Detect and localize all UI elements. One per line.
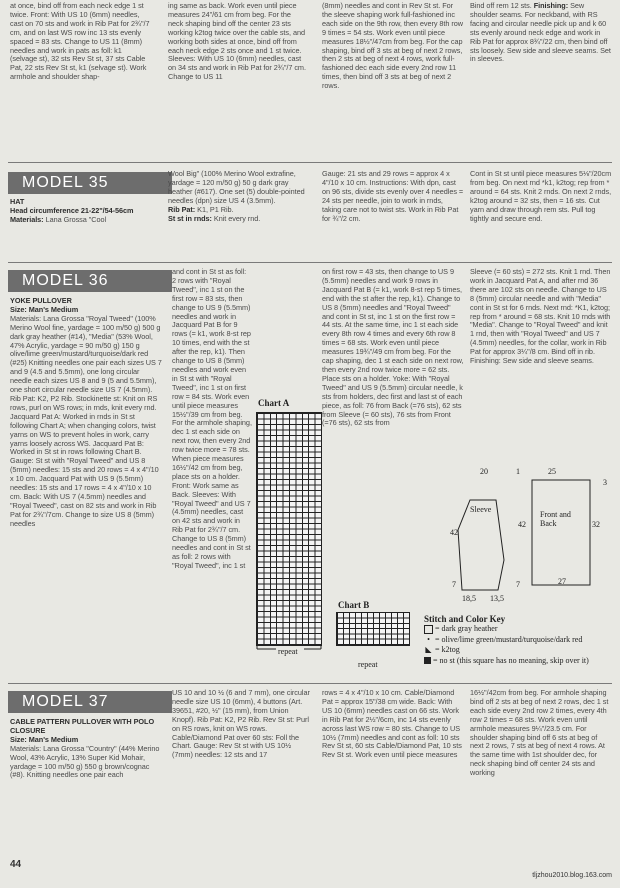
model-36-title: YOKE PULLOVER <box>10 296 72 305</box>
schematic-dim: 13,5 <box>490 594 504 603</box>
filled-square-icon <box>424 657 431 664</box>
model-37-column-2 <box>172 689 312 760</box>
text-block: Materials: Lana Grossa "Royal Tweed" (100% Merino Wool fine, yardage = 100 m/50 g) 500 g dark gray heather (#14), "Media" (53% Wool, 47% Acrylic, yardage = 90 m/50 g) 150 g olive/lime green/mustard/turquoise/dark red (#25) Knitting needles one pair each sizes US 7 and 9 (4.5 and 5.5mm), one long circular needle each sizes US 8 and 9 (5 and 5.5mm), one short circular needle size US 7 (4.5mm). Rib Pat: K2, P2 Rib. Stockinette st: Knit on RS rows, purl on WS rows; in rnds, knit every rnd. Jacquard Pat A: Worked in rnds in St st following Chart A; when changing colors, twist yarns on WS to prevent holes in work, carry yarns loosely across WS. Jacquard Pat B: Worked in St st in rows following Chart B. Gauge: St st with "Royal Tweed" and US 8 (5mm) needles: 15 sts and 20 rows = 4 x 4"/10 x 10 cm. Jacquard Pat with US 9 (5.5mm) needles: 15 sts and 17 rows = 4 x 4"/10 x 10 cm. Back: With US 7 (4.5mm) needles and "Royal Tweed", cast on 82 sts and work in Rib Pat for 2¾"/7cm. Change to size US 8 (5mm) needles <box>10 313 162 528</box>
model-37-title: CABLE PATTERN PULLOVER WITH POLO CLOSURE <box>10 717 155 735</box>
model-35-header <box>10 198 160 225</box>
top-column-3 <box>322 2 464 91</box>
top-column-2 <box>168 2 308 82</box>
text-block: on first row = 43 sts, then change to US 9 (5.5mm) needles and work 9 rows in Jacquard Pat B (= k1, work 8-st rep 5 times, end with the st after the rep, k1). Change to US 8 (5mm) needles and "Royal Tweed" and cont in St st, inc 1 st on the first row = 44 sts. At the same time, inc 1 st each side every 8th row 4 times and every 6th row 8 times = 68 sts. Work even until piece measures 19¾"/49 cm from beg. For the cap shaping, dec 1 st each side on next row, then every 2nd row twice more = 62 sts. Place sts on a holder. Yoke: With "Royal Tweed" and US 9 (5.5mm) circular needle, k sts from holders, dec first and last st of each piece, as foll: 76 from Back (=76 sts), 62 sts from Sleeve (= 60 sts), 76 sts from Front (=76 sts), 62 sts from <box>322 267 464 428</box>
schematic-dim: 25 <box>548 467 556 476</box>
rib-label: Rib Pat: <box>168 204 196 214</box>
text-block: (8mm) needles and cont in Rev St st. For the sleeve shaping work full-fashioned inc each side on the 9th row, then every 8th row 9 times = 54 sts. Work even until piece measures 18½"/47cm from beg. For the cap shaping, bind off 3 sts at beg of next 2 rows, then 2 sts at beg of next 4 rows, work full-fashioned dec each side every 2nd row 11 times, then bind off 3 sts at beg of next 2 rows. <box>322 1 463 91</box>
chart-a-repeat-bracket <box>256 645 322 653</box>
model-35-title: HAT <box>10 197 25 206</box>
key-entry: = no st (this square has no meaning, skip over it) <box>433 655 589 665</box>
chart-b-grid <box>336 612 410 646</box>
schematic-dim: 20 <box>480 467 488 476</box>
model-37-column-1 <box>10 718 162 780</box>
schematic-dim: 32 <box>592 520 600 529</box>
text-block: Wool Big" (100% Merino Wool extrafine, yardage = 120 m/50 g) 50 g dark gray heather (#617). One set (5) double-pointed needles (dpn) size US 4 (3.5mm). <box>168 169 305 205</box>
text-block: and cont in St st as foll: 2 rows with "Royal Tweed", inc 1 st on the first row = 83 sts, then change to US 9 (5.5mm) needles and work in Jacquard Pat B for 9 rows (= k1, work 8-st rep 10 times, end with the st after the rep, k1). Then change to US 8 (5mm) needles and work even in St st with "Royal Tweed", inc 1 st on first row = 84 sts. Work even until piece measures 15½"/39 cm from beg. For the armhole shaping, dec 1 st each side on next row, then every 2nd row twice more = 78 sts. When piece measures 16½"/42 cm from beg, place sts on a holder. Front: Work same as Back. Sleeves: With "Royal Tweed" and US 7 (4.5mm) needles, cast on 42 sts and work in Rib Pat for 2¾"/7 cm. Change to US 8 (5mm) needles and cont in St st as foll: 2 rows with "Royal Tweed", inc 1 st <box>172 267 252 570</box>
model-35-column-4 <box>470 170 612 223</box>
chart-a-title: Chart A <box>258 398 290 408</box>
text-block: Sew shoulder seams. For neckband, with RS facing and circular needle pick up and k 60 sts evenly around neck edge and work in Rib Pat for approx 8¾"/22 cm, then bind off sts loosely. Sew side and sleeve seams. Set in sleeves. <box>470 1 611 64</box>
model-36-banner: MODEL 36 <box>8 270 172 292</box>
text-block: Cont in St st until piece measures 5⅛"/20cm from beg. On next rnd *k1, k2tog; rep from * around = 64 sts. Knit 2 rnds. On next 2 rnds, k2tog around = 32 sts, then = 16 sts. Cut yarn and draw through rem sts. Pull tog tightly and secure end. <box>470 169 612 223</box>
schematic-front-back-label: Front and Back <box>540 510 571 528</box>
text-block: Materials: Lana Grossa "Country" (44% Merino Wool, 43% Acrylic, 13% Super Kid Mohair, yardage = 100 m/50 g) 550 g brown/cognac (#8). Knitting needles one pair each <box>10 743 160 780</box>
schematic-dim: 42 <box>518 520 526 529</box>
schematic-dim: 3 <box>603 478 607 487</box>
footer-url: tljzhou2010.blog.163.com <box>532 872 612 879</box>
model-36-column-1 <box>10 297 162 529</box>
text-block: at once, bind off from each neck edge 1 st twice. Front: With US 10 (6mm) needles, cast on 70 sts and work in Rib Pat for 2¾"/7 cm, and on last WS row inc 13 sts evenly spaced = 83 sts. Change to US 11 (8mm) needles and work in pats as foll: k1 (selvage st), 32 sts Rev St st, 37 sts Cable Pat, 22 sts Rev St st, k1 (selvage st). Work armhole and shoulder shap- <box>10 1 150 82</box>
model-35-banner: MODEL 35 <box>8 172 172 194</box>
schematic-dim: 7 <box>516 580 520 589</box>
schematic-dim: 1 <box>516 467 520 476</box>
schematic-dim: 7 <box>452 580 456 589</box>
schematic-sleeve-label: Sleeve <box>470 505 492 514</box>
model-37-column-3 <box>322 689 464 760</box>
finishing-label: Finishing: <box>533 1 569 10</box>
text-block: Sleeve (= 60 sts) = 272 sts. Knit 1 rnd. Then work in Jacquard Pat A, and after rnd 36 there are 102 sts on needle. Change to US 8 (5mm) circular needle and with "Media" cont in St st for 6 rnds. Next rnd: *K1, k2tog; rep from * around = 68 sts. Knit 10 rnds with "Media". Change to "Royal Tweed" and knit 1 rnd, then with "Royal Tweed" and US 7 (4.5mm) needles, for the collar, work in Rib Pat for approx 3¼"/8 cm. Bind off in rib. Finishing: Sew side and sleeve seams. <box>470 267 611 366</box>
key-entry: = olive/lime green/mustard/turquoise/dark red <box>435 634 583 644</box>
schematic-dim: 42 <box>450 528 458 537</box>
model-36-column-4 <box>470 268 612 366</box>
top-column-4 <box>470 2 612 64</box>
key-title: Stitch and Color Key <box>424 614 506 624</box>
model-35-size: Head circumference 21-22"/54-56cm <box>10 205 134 215</box>
divider <box>8 162 612 163</box>
chart-a-grid <box>256 412 322 646</box>
text-block: K1, P1 Rib. <box>197 204 234 214</box>
divider <box>8 683 612 684</box>
text-block: Knit every rnd. <box>213 213 261 223</box>
model-36-column-3 <box>322 268 464 428</box>
chart-b-repeat-label: repeat <box>358 660 378 669</box>
model-37-banner: MODEL 37 <box>8 691 172 713</box>
text-block: US 10 and 10 ½ (6 and 7 mm), one circular needle size US 10 (6mm), 4 buttons (Art. 39651, #20, ½" (15 mm), from Union Knopf). Rib Pat: K2, P2 Rib. Rev St st: Purl on RS rows, knit on WS rows. Cable/Diamond Pat over 60 sts: Foll the Chart. Gauge: Rev St st with US 10½ (7mm) needles: 12 sts and 17 <box>172 688 310 760</box>
text-block: ing same as back. Work even until piece measures 24"/61 cm from beg. For the neck shaping bind off the center 23 sts working k2tog twice over the cable sts, and working both sides at once, bind off from each neck edge 2 sts once and 1 st twice. Sleeves: With US 10 (6mm) needles, cast on 34 sts and work in Rib Pat for 2¾"/7 cm. Change to US 11 <box>168 1 306 82</box>
key-entry: = dark gray heather <box>435 624 498 634</box>
model-35-column-3 <box>322 170 464 223</box>
model-37-size: Size: Man's Medium <box>10 734 79 744</box>
text-block: Bind off rem 12 sts. <box>470 1 532 10</box>
model-36-size: Size: Man's Medium <box>10 304 79 314</box>
chart-b-title: Chart B <box>338 600 370 610</box>
text-block: Lana Grossa "Cool <box>45 214 107 224</box>
schematic-dim: 27 <box>558 577 566 586</box>
key-entry: = k2tog <box>435 645 460 655</box>
materials-label: Materials: <box>10 214 44 224</box>
model-35-column-2 <box>168 170 308 223</box>
page-number: 44 <box>10 859 22 870</box>
stitch-color-key <box>424 614 614 666</box>
stst-label: St st in rnds: <box>168 213 212 223</box>
empty-square-icon <box>424 625 433 634</box>
divider <box>8 262 612 263</box>
garment-schematic <box>440 470 612 602</box>
chart-a-repeat-label: repeat <box>278 647 298 656</box>
model-37-column-4 <box>470 689 612 778</box>
text-block: 16½"/42cm from beg. For armhole shaping bind off 2 sts at beg of next 2 rows, dec 1 st each side every 2nd row 2 times, every 4th row 2 times = 68 sts. Work even until armhole measures 9¼"/23.5 cm. For shoulder shaping bind off 6 sts at beg of next 2 rows, 7 sts at beg of next 4 rows. At the same time with 1st shoulder dec, for neck shaping bind off center 24 sts and working <box>470 688 609 778</box>
schematic-dim: 18,5 <box>462 594 476 603</box>
top-column-1 <box>10 2 150 82</box>
text-block: rows = 4 x 4"/10 x 10 cm. Cable/Diamond Pat = approx 15"/38 cm wide. Back: With US 10 (6mm) needles cast on 66 sts. Work in Rib Pat for 2½"/6cm, inc 14 sts evenly across last WS row = 80 sts. Change to US 10½ (7mm) needles and cont as foll: 10 sts Rev St st, 60 sts Cable/Diamond Pat, 10 sts Rev St st. Work even until piece measures <box>322 688 462 760</box>
k2tog-icon: ◣ <box>425 645 432 655</box>
text-block: Gauge: 21 sts and 29 rows = approx 4 x 4"/10 x 10 cm. Instructions: With dpn, cast on 96 sts, divide sts evenly over 4 needles = 24 sts per needle, join to work in rnds, taking care not to twist sts. Work in Rib Pat for ¾"/2 cm. <box>322 169 464 223</box>
dot-icon: • <box>427 634 430 644</box>
